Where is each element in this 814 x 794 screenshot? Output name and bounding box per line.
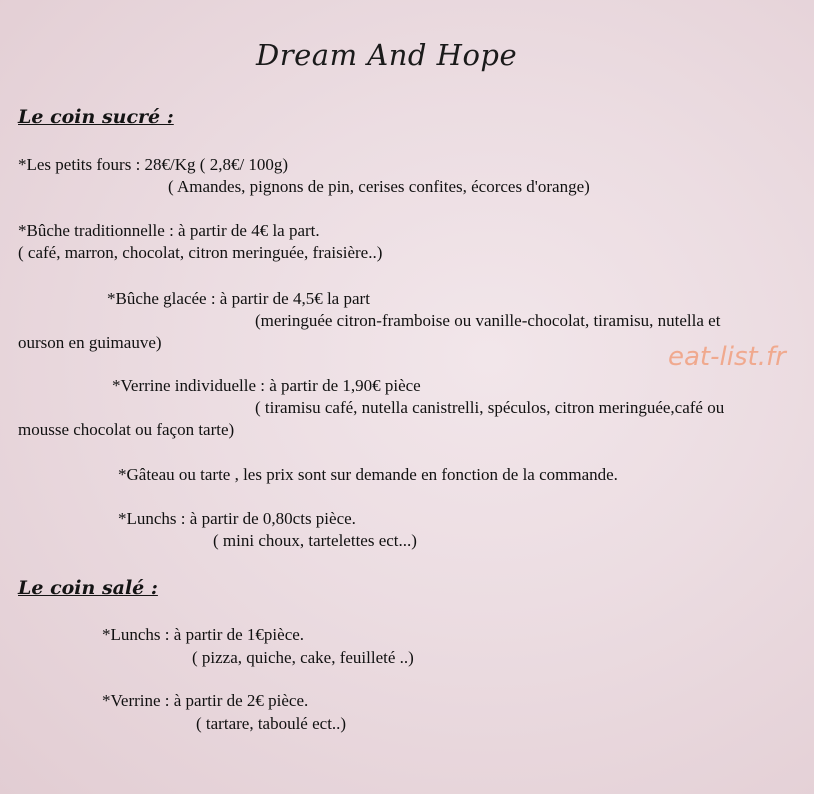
- item-lunchs-sale: *Lunchs : à partir de 1€pièce.: [102, 625, 305, 644]
- item-lunchs-sucre-detail: ( mini choux, tartelettes ect...): [213, 531, 417, 550]
- watermark: eat-list.fr: [668, 342, 786, 372]
- item-buche-glacee: *Bûche glacée : à partir de 4,5€ la part: [107, 289, 370, 308]
- item-verrine-individuelle-detail-cont: mousse chocolat ou façon tarte): [18, 420, 235, 439]
- item-petits-fours-detail: ( Amandes, pignons de pin, cerises confites, écorces d'orange): [168, 177, 590, 196]
- item-buche-traditionnelle: *Bûche traditionnelle : à partir de 4€ la part.: [18, 221, 320, 240]
- section-heading-sucre: Le coin sucré :: [18, 106, 174, 128]
- item-verrine-individuelle: *Verrine individuelle : à partir de 1,90€ pièce: [112, 376, 421, 395]
- item-buche-glacee-detail: (meringuée citron-framboise ou vanille-chocolat, tiramisu, nutella et: [255, 311, 721, 330]
- section-heading-sale: Le coin salé :: [18, 577, 158, 599]
- item-verrine-sale-detail: ( tartare, taboulé ect..): [196, 714, 347, 733]
- item-lunchs-sucre: *Lunchs : à partir de 0,80cts pièce.: [118, 509, 356, 528]
- item-lunchs-sale-detail: ( pizza, quiche, cake, feuilleté ..): [192, 648, 414, 667]
- item-buche-glacee-detail-cont: ourson en guimauve): [18, 333, 162, 352]
- page-title: Dream And Hope: [256, 38, 518, 72]
- item-petits-fours: *Les petits fours : 28€/Kg ( 2,8€/ 100g): [18, 155, 289, 174]
- item-verrine-individuelle-detail: ( tiramisu café, nutella canistrelli, spéculos, citron meringuée,café ou: [255, 398, 725, 417]
- item-buche-traditionnelle-detail: ( café, marron, chocolat, citron meringuée, fraisière..): [18, 243, 383, 262]
- item-verrine-sale: *Verrine : à partir de 2€ pièce.: [102, 691, 309, 710]
- item-gateau-tarte: *Gâteau ou tarte , les prix sont sur demande en fonction de la commande.: [118, 465, 618, 484]
